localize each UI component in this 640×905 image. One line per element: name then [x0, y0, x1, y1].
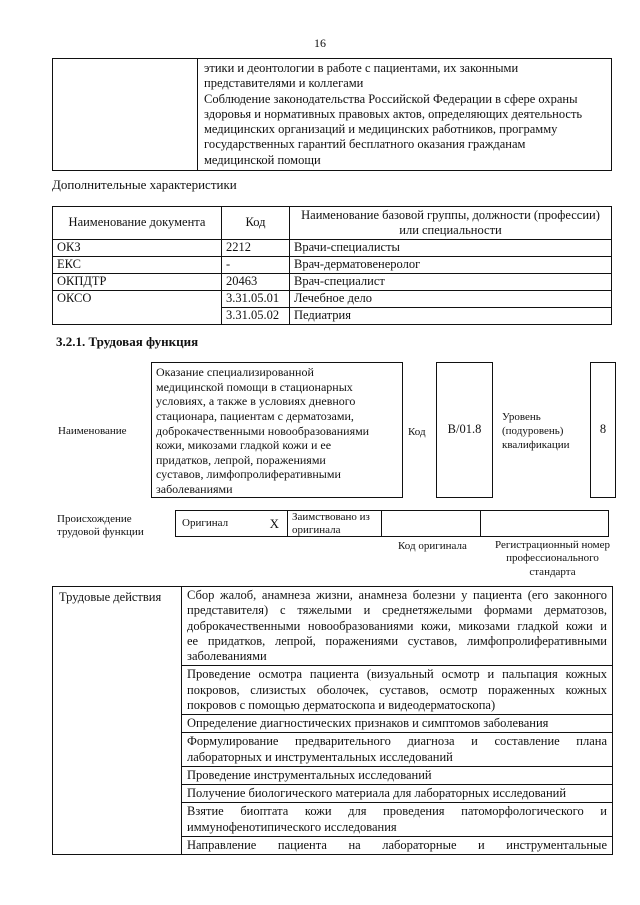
function-name-line: кожи, микозами гладкой кожи и ее: [156, 438, 332, 453]
action-line: доброкачественными новообразованиями кожи, микозами гладкой кожи и: [187, 618, 607, 633]
cell-code: 2212: [222, 240, 290, 257]
labor-actions-table: [52, 586, 613, 855]
level-label-line: (подуровень): [502, 424, 564, 437]
borrowed-label-line: оригинала: [292, 523, 341, 536]
cell-name: Врачи-специалисты: [290, 240, 612, 257]
origin-label-line: Происхождение: [57, 513, 132, 525]
table-row: [53, 274, 612, 291]
top-text-line: Соблюдение законодательства Российской Федерации в сфере охраны: [204, 91, 578, 106]
table-header-row: [53, 207, 612, 240]
top-table-text-cell: [198, 59, 612, 171]
borrowed-cell: [287, 510, 382, 537]
action-line: Направление пациента на лабораторные и инструментальные: [187, 837, 607, 852]
origin-row: [176, 510, 609, 537]
cell-code: 20463: [222, 274, 290, 291]
table-row: [53, 587, 613, 666]
labor-actions-label: Трудовые действия: [53, 587, 182, 855]
function-code-box: B/01.8: [436, 362, 493, 498]
action-item: [182, 587, 613, 666]
reg-caption-line: стандарта: [529, 565, 576, 578]
page-number: 16: [314, 36, 326, 50]
borrowed-label-line: Заимствовано из: [292, 510, 370, 523]
table-row: [53, 257, 612, 274]
cell-doc: ЕКС: [53, 257, 222, 274]
original-label: Оригинал: [182, 516, 229, 529]
function-name-line: придатков, лепрой, поражениями: [156, 452, 326, 467]
top-text-line: представителями и коллегами: [204, 76, 364, 91]
top-text-line: этики и деонтологии в работе с пациентами, их законными: [204, 61, 519, 75]
cell-name: Врач-специалист: [290, 274, 612, 291]
origin-label: [57, 513, 144, 539]
name-label: Наименование: [58, 425, 127, 437]
original-mark: X: [269, 515, 279, 531]
code-label: Код: [408, 426, 426, 438]
function-name-line: Оказание специализированной: [156, 365, 314, 379]
registration-number-caption: [485, 539, 620, 579]
qualification-level-label: [502, 411, 569, 452]
action-line: Получение биологического материала для лабораторных исследований: [187, 786, 567, 800]
header-group: Наименование базовой группы, должности (профессии) или специальности: [290, 207, 612, 240]
cell-name: Лечебное дело: [290, 291, 612, 308]
header-doc: Наименование документа: [53, 207, 222, 240]
function-name-box: [151, 362, 403, 498]
level-label-line: Уровень: [502, 411, 541, 423]
table-row: [53, 291, 612, 308]
action-line: иммунофенотипического исследования: [187, 819, 397, 834]
cell-name: Педиатрия: [290, 308, 612, 325]
action-line: покровов, слизистых оболочек, суставов, осмотр пораженных кожных: [187, 682, 607, 697]
additional-characteristics-heading: Дополнительные характеристики: [52, 177, 237, 192]
action-item: [182, 836, 613, 854]
table-row: [53, 240, 612, 257]
function-name-line: стационара, пациентам с дерматозами,: [156, 408, 354, 423]
registration-number-cell: [480, 510, 609, 537]
action-line: Проведение осмотра пациента (визуальный осмотр и пальпация кожных: [187, 667, 607, 682]
original-code-caption: Код оригинала: [398, 540, 467, 552]
action-item: [182, 733, 613, 767]
action-line: Определение диагностических признаков и симптомов заболевания: [187, 716, 549, 730]
origin-label-line: трудовой функции: [57, 526, 144, 539]
additional-characteristics-table: [52, 206, 612, 325]
reg-caption-line: Регистрационный номер: [494, 539, 611, 551]
function-name-line: суставов, лимфопролиферативными: [156, 467, 341, 482]
reg-caption-line: профессионального: [506, 552, 599, 565]
cell-code: -: [222, 257, 290, 274]
top-text-line: медицинской помощи: [204, 152, 321, 167]
function-name-line: условиях, а также в условиях дневного: [156, 394, 356, 409]
action-item: [182, 715, 613, 733]
qualification-level-box: 8: [590, 362, 616, 498]
cell-doc: ОКСО: [53, 291, 222, 325]
top-text-line: государственных гарантий бесплатного оказания гражданам: [204, 137, 526, 152]
cell-name: Врач-дерматовенеролог: [290, 257, 612, 274]
cell-code: 3.31.05.01: [222, 291, 290, 308]
function-name-line: медицинской помощи в стационарных: [156, 379, 353, 394]
action-item: [182, 666, 613, 715]
top-text-line: здоровья и нормативных правовых актов, определяющих деятельность: [204, 106, 583, 121]
header-code: Код: [222, 207, 290, 240]
cell-code: 3.31.05.02: [222, 308, 290, 325]
original-code-cell: [381, 510, 481, 537]
top-text-line: медицинских организаций и медицинских работников, программу: [204, 122, 558, 136]
original-cell: [175, 510, 288, 537]
top-table-empty-cell: [53, 59, 198, 171]
action-line: покровов с помощью дерматоскопа и видеодерматоскопа): [187, 697, 496, 712]
function-name-line: доброкачественными новообразованиями: [156, 423, 370, 438]
action-line: лабораторных и инструментальных исследований: [187, 749, 453, 764]
cell-doc: ОКЗ: [53, 240, 222, 257]
action-line: Сбор жалоб, анамнеза жизни, анамнеза болезни у пациента (его законного: [187, 588, 607, 602]
level-label-line: квалификации: [502, 438, 570, 451]
labor-function-heading: 3.2.1. Трудовая функция: [56, 334, 199, 349]
action-line: Взятие биоптата кожи для проведения патоморфологического и: [187, 804, 607, 819]
top-continuation-table: [52, 58, 612, 171]
action-line: представителя) с тяжелыми и среднетяжелыми формами дерматозов,: [187, 603, 607, 618]
action-line: Проведение инструментальных исследований: [187, 767, 432, 782]
cell-doc: ОКПДТР: [53, 274, 222, 291]
action-item: [182, 785, 613, 803]
function-name-line: заболеваниями: [156, 482, 233, 496]
action-line: Формулирование предварительного диагноза и составление плана: [187, 734, 607, 749]
action-item: [182, 803, 613, 837]
action-line: заболеваниями: [187, 649, 267, 663]
action-line: ее придатков, лепрой, поражениями суставов, лимфопролиферативными: [187, 633, 607, 648]
action-item: [182, 766, 613, 784]
